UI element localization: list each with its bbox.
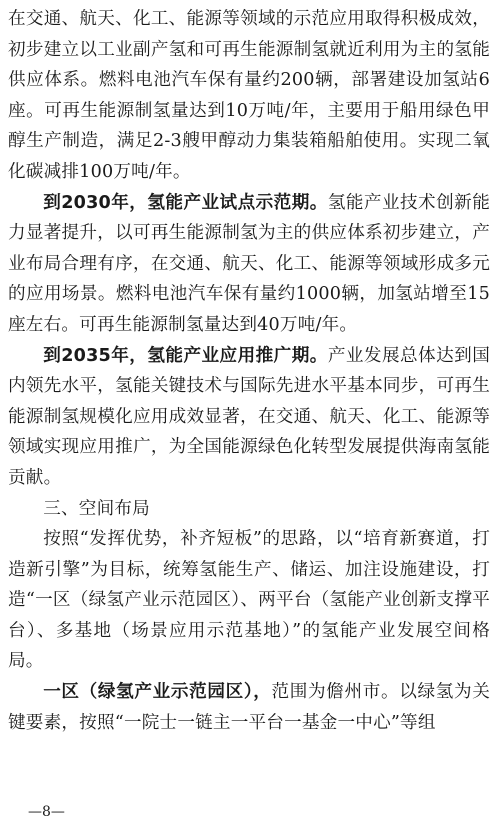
section-heading — [8, 494, 490, 525]
paragraph-text: 产业发展总体达到国内领先水平，氢能关键技术与国际先进水平基本同步，可再生能源制氢规模化应用成效显著，在交通、航天、化工、能源等领域实现应用推广，为全国能源绿色化转型发展提供海南氢能贡献。 — [8, 345, 490, 488]
paragraph-text: 氢能产业技术创新能力显著提升，以可再生能源制氢为主的供应体系初步建立，产业布局合理有序，在交通、航天、化工、能源等领域形成多元的应用场景。燃料电池汽车保有量约1000辆，加氢站增至15座左右。可再生能源制氢量达到40万吨/年。 — [8, 192, 490, 335]
paragraph-layout-plan — [8, 524, 490, 677]
paragraph-2030-goals — [8, 188, 490, 341]
paragraph-text: 范围为儋州市。以绿氢为关键要素，按照“一院士一链主一平台一基金一中心”等组 — [8, 682, 490, 733]
page-number: —8— — [28, 804, 65, 820]
paragraph-one-zone — [8, 677, 490, 738]
paragraph-2035-goals — [8, 341, 490, 494]
body-text — [8, 4, 490, 738]
paragraph-text: 按照“发挥优势，补齐短板”的思路，以“培育新赛道，打造新引擎”为目标，统筹氢能生产、储运、加注设施建设，打造“一区（绿氢产业示范园区）、两平台（氢能产业创新支撑平台）、多基地（场景应用示范基地）”的氢能产业发展空间格局。 — [8, 529, 490, 672]
paragraph-text: 在交通、航天、化工、能源等领域的示范应用取得积极成效，初步建立以工业副产氢和可再生能源制氢就近利用为主的氢能供应体系。燃料电池汽车保有量约200辆，部署建设加氢站6座。可再生能源制氢量达到10万吨/年，主要用于船用绿色甲醇生产制造，满足2-3艘甲醇动力集装箱船舶使用。实现二氧化碳减排100万吨/年。 — [8, 9, 490, 182]
paragraph-lead: 到2035年，氢能产业应用推广期。 — [43, 345, 328, 366]
paragraph-lead: 一区（绿氢产业示范园区）， — [43, 682, 272, 703]
paragraph-achievements — [8, 4, 490, 188]
section-heading-text: 三、空间布局 — [43, 498, 150, 519]
paragraph-lead: 到2030年，氢能产业试点示范期。 — [43, 192, 328, 213]
